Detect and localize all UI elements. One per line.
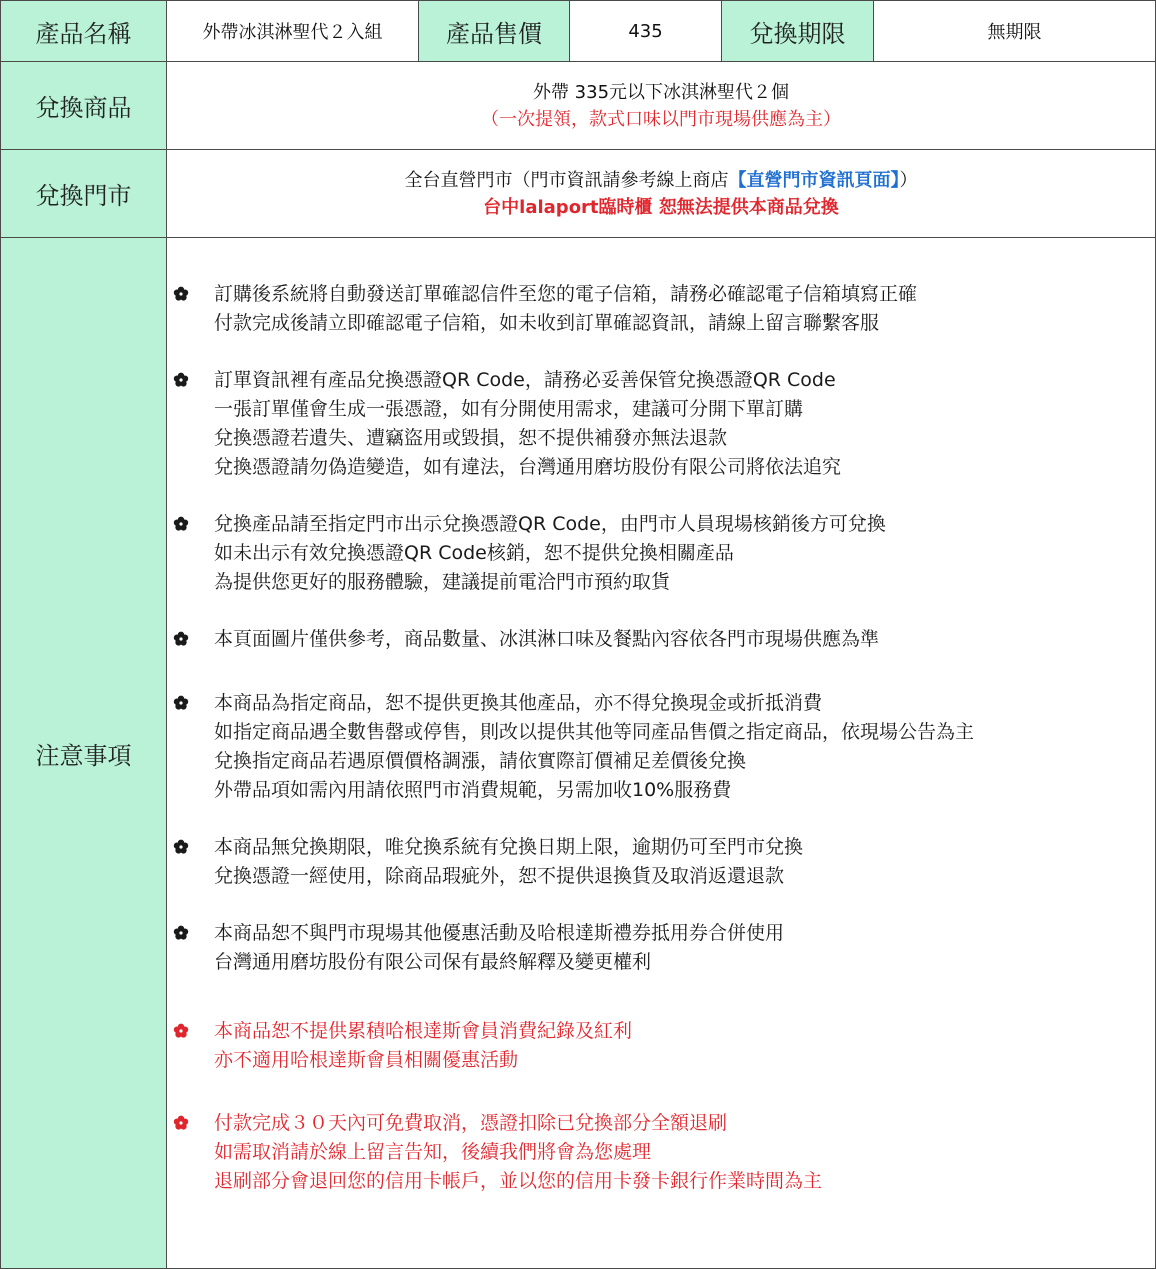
note-line: 付款完成３０天內可免費取消，憑證扣除已兌換部分全額退刷 [214, 1112, 728, 1134]
exchange-store-label: 兌換門市 [1, 150, 167, 238]
exchange-store-line2: 台中lalaport臨時櫃 恕無法提供本商品兌換 [483, 196, 839, 218]
store-info-text: 全台直營門市（門市資訊請參考線上商店 [404, 169, 729, 191]
price-label: 產品售價 [419, 1, 570, 62]
expiry-label: 兌換期限 [722, 1, 874, 62]
note-line: 兌換憑證一經使用，除商品瑕疵外，恕不提供退換貨及取消返還退款 [214, 865, 785, 887]
flower-bullet-icon [173, 516, 189, 532]
expiry-value: 無期限 [874, 1, 1156, 62]
note-line: 本商品無兌換期限，唯兌換系統有兌換日期上限，逾期仍可至門市兌換 [214, 836, 804, 858]
flower-bullet-icon [173, 286, 189, 302]
note-item [167, 1109, 1155, 1196]
notes-list [167, 280, 1155, 1196]
note-line: 本頁面圖片僅供參考，商品數量、冰淇淋口味及餐點內容依各門市現場供應為準 [214, 628, 880, 650]
note-item [167, 625, 1155, 654]
note-line: 本商品恕不提供累積哈根達斯會員消費紀錄及紅利 [214, 1020, 633, 1042]
note-line: 兌換指定商品若遇原價價格調漲，請依實際訂價補足差價後兌換 [214, 750, 747, 772]
note-item [167, 366, 1155, 482]
exchange-item-line2: （一次提領，款式口味以門市現場供應為主） [481, 108, 841, 130]
note-line: 兌換憑證請勿偽造變造，如有違法，台灣通用磨坊股份有限公司將依法追究 [214, 456, 842, 478]
note-line: 外帶品項如需內用請依照門市消費規範，另需加收10%服務費 [214, 779, 732, 801]
flower-bullet-icon [173, 839, 189, 855]
flower-bullet-icon [173, 1115, 189, 1131]
note-item [167, 833, 1155, 891]
note-item [167, 280, 1155, 338]
note-line: 一張訂單僅會生成一張憑證，如有分開使用需求，建議可分開下單訂購 [214, 398, 804, 420]
exchange-item-line1: 外帶 335元以下冰淇淋聖代２個 [532, 81, 790, 103]
note-item [167, 919, 1155, 977]
note-line: 訂單資訊裡有產品兌換憑證QR Code，請務必妥善保管兌換憑證QR Code [214, 369, 836, 391]
price-value: 435 [570, 1, 722, 62]
note-line: 本商品為指定商品，恕不提供更換其他產品，亦不得兌換現金或折抵消費 [214, 692, 823, 714]
notes-cell [167, 238, 1156, 1269]
product-name-value: 外帶冰淇淋聖代２入組 [167, 1, 419, 62]
notes-label: 注意事項 [1, 238, 167, 1269]
note-item [167, 689, 1155, 805]
store-info-close: ） [899, 169, 918, 191]
note-line: 台灣通用磨坊股份有限公司保有最終解釋及變更權利 [214, 951, 652, 973]
note-line: 兌換產品請至指定門市出示兌換憑證QR Code，由門市人員現場核銷後方可兌換 [214, 513, 886, 535]
note-line: 如未出示有效兌換憑證QR Code核銷，恕不提供兌換相關產品 [214, 542, 734, 564]
note-line: 付款完成後請立即確認電子信箱，如未收到訂單確認資訊，請線上留言聯繫客服 [214, 312, 880, 334]
note-line: 退刷部分會退回您的信用卡帳戶，並以您的信用卡發卡銀行作業時間為主 [214, 1170, 823, 1192]
exchange-store-cell [167, 150, 1156, 238]
note-item [167, 1017, 1155, 1075]
note-line: 如指定商品遇全數售罄或停售，則改以提供其他等同產品售價之指定商品，依現場公告為主 [214, 721, 975, 743]
note-line: 兌換憑證若遺失、遭竊盜用或毀損，恕不提供補發亦無法退款 [214, 427, 728, 449]
product-name-label: 產品名稱 [1, 1, 167, 62]
note-line: 為提供您更好的服務體驗，建議提前電洽門市預約取貨 [214, 571, 671, 593]
exchange-item-cell [167, 62, 1156, 150]
exchange-store-line1 [167, 167, 1155, 194]
note-line: 本商品恕不與門市現場其他優惠活動及哈根達斯禮券抵用券合併使用 [214, 922, 785, 944]
flower-bullet-icon [173, 1023, 189, 1039]
note-line: 訂購後系統將自動發送訂單確認信件至您的電子信箱，請務必確認電子信箱填寫正確 [214, 283, 918, 305]
note-item [167, 510, 1155, 597]
store-info-link[interactable]: 【直營門市資訊頁面】 [728, 169, 900, 191]
flower-bullet-icon [173, 631, 189, 647]
note-line: 如需取消請於線上留言告知，後續我們將會為您處理 [214, 1141, 652, 1163]
flower-bullet-icon [173, 372, 189, 388]
flower-bullet-icon [173, 695, 189, 711]
note-line: 亦不適用哈根達斯會員相關優惠活動 [214, 1049, 519, 1071]
exchange-item-label: 兌換商品 [1, 62, 167, 150]
flower-bullet-icon [173, 925, 189, 941]
